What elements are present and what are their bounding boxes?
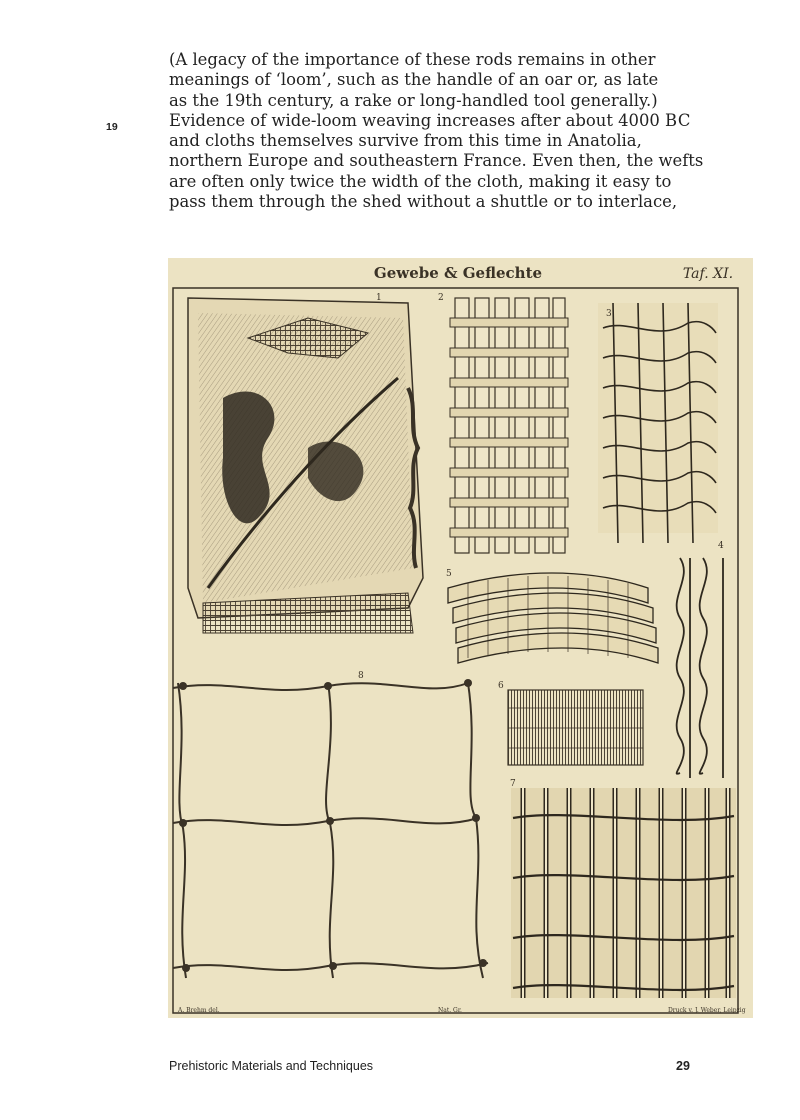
plate-number: Taf. XI.	[682, 266, 734, 282]
plate-credit-right: Druck v. J. Weber, Leipzig	[668, 1007, 746, 1014]
body-line: northern Europe and southeastern France. Even then, the wefts	[169, 151, 704, 171]
figure-number: 1	[376, 293, 382, 303]
figure-1-cloth	[188, 293, 423, 633]
body-line: are often only twice the width of the cloth, making it easy to	[169, 171, 672, 191]
figure-number: 2	[438, 293, 444, 303]
footer-book-title: Prehistoric Materials and Techniques	[169, 1059, 374, 1073]
figure-2-weave	[438, 293, 568, 553]
plate-credit-center: Nat. Gr.	[438, 1007, 462, 1014]
figure-number: 3	[606, 309, 612, 319]
body-line-with-era	[169, 111, 729, 131]
plate-title: Gewebe & Geflechte	[373, 264, 543, 282]
figure-7-twined-fabric	[510, 779, 736, 998]
body-line: pass them through the shed without a shuttle or to interlace,	[169, 192, 678, 212]
figure-3-braid	[598, 303, 718, 543]
figure-number: 5	[446, 569, 452, 579]
body-text	[169, 50, 729, 212]
figure-number: 7	[510, 779, 516, 789]
plate-drawing	[168, 258, 753, 1018]
figure-4-cords	[677, 541, 724, 778]
figure-8-net	[173, 671, 488, 978]
figure-number: 8	[358, 671, 364, 681]
figure-6-fine-weave	[498, 681, 643, 765]
body-line: and cloths themselves survive from this time in Anatolia,	[169, 131, 642, 151]
body-line: meanings of ‘loom’, such as the handle of an oar or, as late	[169, 70, 659, 90]
body-line: (A legacy of the importance of these rods remains in other	[169, 50, 656, 69]
figure-number: 4	[718, 541, 724, 551]
era-abbreviation: BC	[665, 110, 691, 130]
footer-page-number: 29	[676, 1059, 690, 1073]
illustration-plate	[168, 258, 753, 1018]
body-line-text: Evidence of wide-loom weaving increases after about 4000	[169, 110, 666, 130]
body-line: as the 19th century, a rake or long-handled tool generally.)	[169, 90, 658, 110]
figure-5-twined	[446, 569, 658, 663]
plate-credit-left: A. Brehm del.	[178, 1007, 220, 1014]
figure-number: 6	[498, 681, 504, 691]
margin-note-number: 19	[106, 121, 118, 133]
